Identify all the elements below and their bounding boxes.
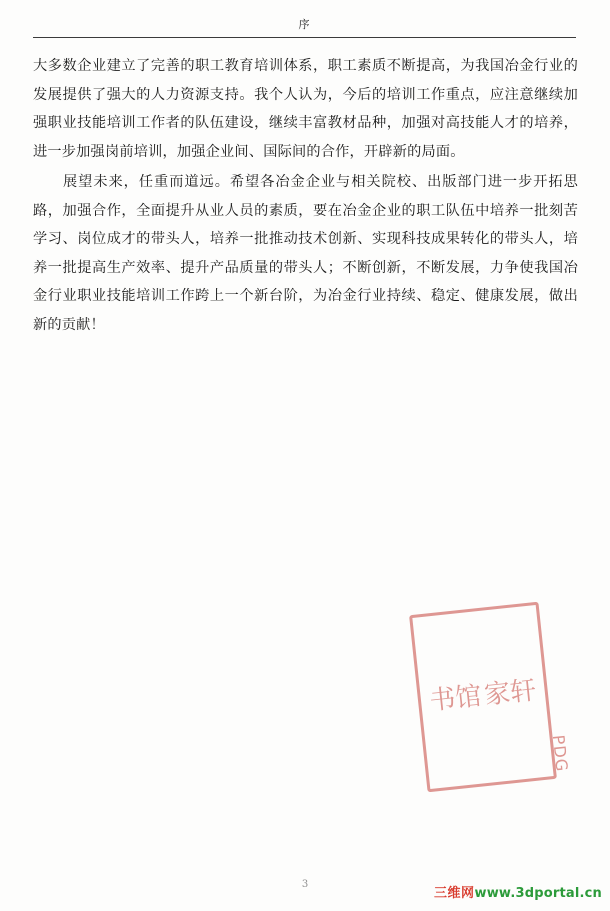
header-title: 序: [298, 18, 311, 31]
seal-characters: [420, 613, 546, 782]
header-divider: [33, 37, 576, 38]
watermark-site-name: 三维网: [434, 886, 475, 901]
paragraph: 大多数企业建立了完善的职工教育培训体系，职工素质不断提高，为我国冶金行业的发展提供了强大的人力资源支持。我个人认为，今后的培训工作重点，应注意继续加强职业技能培训工作者的队伍建设，继续丰富教材品种，加强对高技能人才的培养，进一步加强岗前培训，加强企业间、国际间的合作，开辟新的局面。: [33, 58, 578, 160]
site-watermark: [434, 882, 602, 901]
page-header: [33, 16, 576, 38]
page-number: 3: [301, 879, 309, 890]
red-seal-stamp: [409, 602, 572, 793]
seal-pdg-label: PDG: [548, 734, 572, 774]
document-body: [33, 52, 578, 341]
paragraph: 展望未来，任重而道远。希望各冶金企业与相关院校、出版部门进一步开拓思路，加强合作，全面提升从业人员的素质，要在冶金企业的职工队伍中培养一批刻苦学习、岗位成才的带头人，培养一批推动技术创新、实现科技成果转化的带头人，培养一批提高生产效率、提升产品质量的带头人；不断创新，不断发展，力争使我国冶金行业职业技能培训工作跨上一个新台阶，为冶金行业持续、稳定、健康发展，做出新的贡献！: [33, 174, 578, 333]
seal-column-left: 书馆: [428, 681, 484, 717]
seal-column-right: 家轩: [482, 675, 538, 712]
page-footer: [0, 879, 610, 901]
watermark-site-url: www.3dportal.cn: [474, 886, 602, 901]
